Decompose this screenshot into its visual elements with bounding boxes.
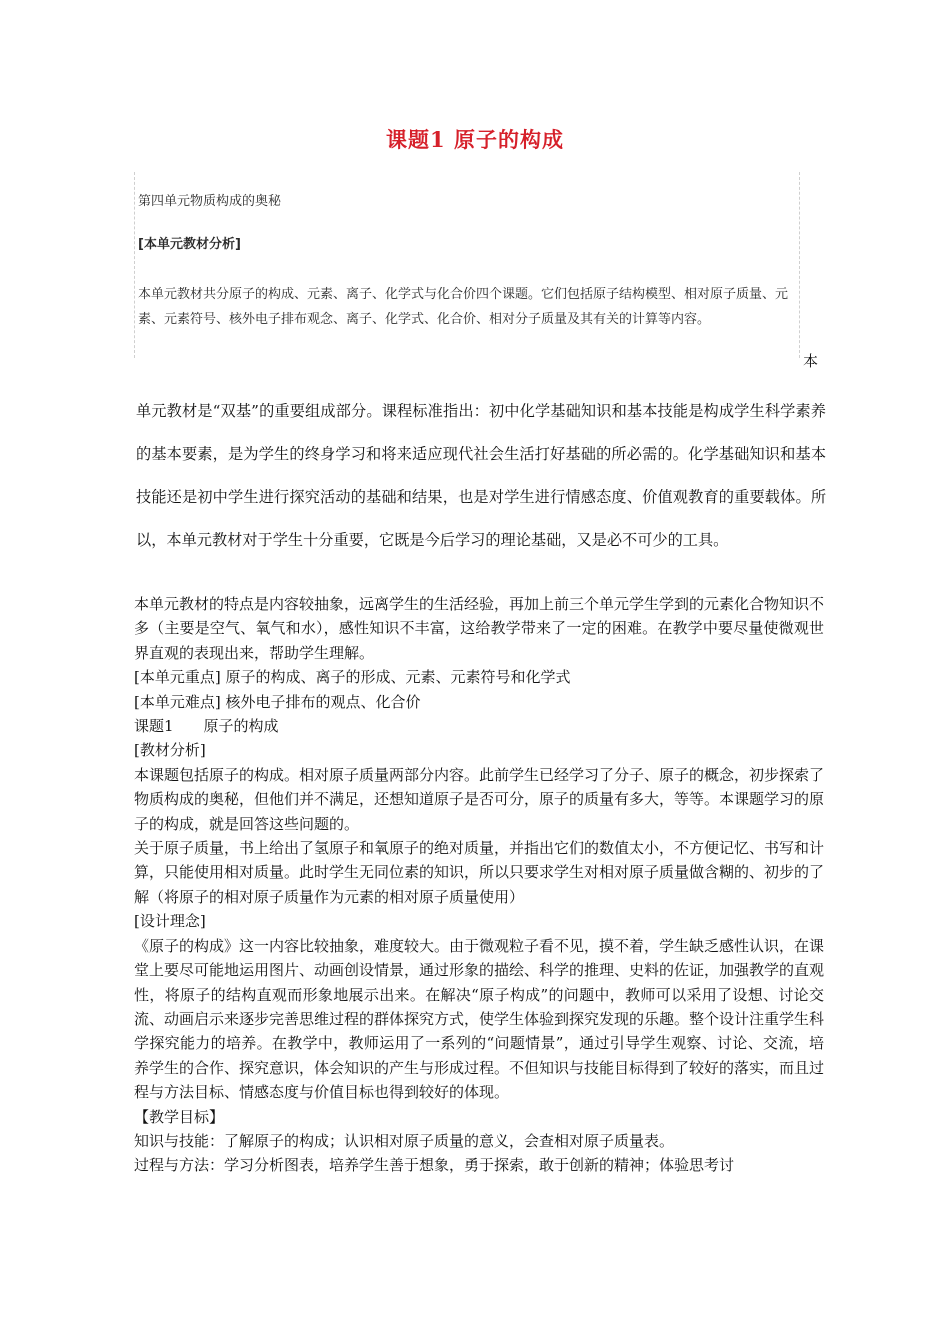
paragraph-design-concept: 《原子的构成》这一内容比较抽象，难度较大。由于微观粒子看不见，摸不着，学生缺乏感性认识，在课堂上要尽可能地运用图片、动画创设情景，通过形象的描绘、科学的推理、史料的佐证，加强教学的直观性，将原子的结构直观而形象地展示出来。在解决“原子构成”的问题中，教师可以采用了设想、讨论交流、动画启示来逐步完善思维过程的群体探究方式，使学生体验到探究发现的乐趣。整个设计注重学生科学探究能力的培养。在教学中，教师运用了一系列的“问题情景”，通过引导学生观察、讨论、交流，培养学生的合作、探究意识，体会知识的产生与形成过程。不但知识与技能目标得到了较好的落实，而且过程与方法目标、情感态度与价值目标也得到较好的体现。 — [134, 936, 825, 1102]
paragraph-material-analysis: 本课题包括原子的构成。相对原子质量两部分内容。此前学生已经学习了分子、原子的概念，初步探索了物质构成的奥秘，但他们并不满足，还想知道原子是否可分，原子的质量有多大，等等。本课题学习的原子的构成，就是回答这些问题的。 — [134, 765, 825, 833]
trailing-character: 本 — [803, 352, 819, 370]
paragraph-atomic-mass: 关于原子质量，书上给出了氢原子和氧原子的绝对质量，并指出它们的数值太小，不方便记忆、书写和计算，只能使用相对质量。此时学生无同位素的知识，所以只要求学生对相对原子质量做含糊的、初步的了解（将原子的相对原子质量作为元素的相对原子质量使用） — [134, 839, 825, 906]
unit-difficulties: [本单元难点] 核外电子排布的观点、化合价 — [134, 692, 421, 711]
section-heading-design-concept: [设计理念] — [134, 912, 206, 931]
body-text — [134, 592, 824, 1178]
page-title: 课题1 原子的构成 — [386, 127, 564, 152]
paragraph-process-methods: 过程与方法：学习分析图表，培养学生善于想象，勇于探索，敢于创新的精神；体验思考讨 — [134, 1156, 735, 1175]
scanned-section-heading: [本单元教材分析] — [138, 237, 241, 252]
section-heading-teaching-goals: 【教学目标】 — [134, 1107, 225, 1126]
section-heading-material-analysis: [教材分析] — [134, 741, 206, 760]
double-spaced-paragraph: 单元教材是“双基”的重要组成部分。课程标准指出：初中化学基础知识和基本技能是构成学生科学素养的基本要素，是为学生的终身学习和将来适应现代社会生活打好基础的所必需的。化学基础知识和基本技能还是初中学生进行探究活动的基础和结果，也是对学生进行情感态度、价值观教育的重要载体。所以，本单元教材对于学生十分重要，它既是今后学习的理论基础，又是必不可少的工具。 — [136, 402, 826, 549]
paragraph-knowledge-skills: 知识与技能：了解原子的构成；认识相对原子质量的意义，会查相对原子质量表。 — [134, 1131, 675, 1150]
paragraph-unit-features: 本单元教材的特点是内容较抽象，远离学生的生活经验，再加上前三个单元学生学到的元素化合物知识不多（主要是空气、氧气和水），感性知识不丰富，这给教学带来了一定的困难。在教学中要尽量使微观世界直观的表现出来，帮助学生理解。 — [134, 595, 825, 662]
scanned-unit-title: 第四单元物质构成的奥秘 — [138, 194, 282, 209]
scanned-paragraph: 本单元教材共分原子的构成、元素、离子、化学式与化合价四个课题。它们包括原子结构模型、相对原子质量、元素、元素符号、核外电子排布观念、离子、化学式、化合价、相对分子质量及其有关的计算等内容。 — [138, 287, 789, 327]
unit-key-points: [本单元重点] 原子的构成、离子的形成、元素、元素符号和化学式 — [134, 668, 571, 687]
lesson-heading: 课题1 原子的构成 — [134, 717, 279, 736]
